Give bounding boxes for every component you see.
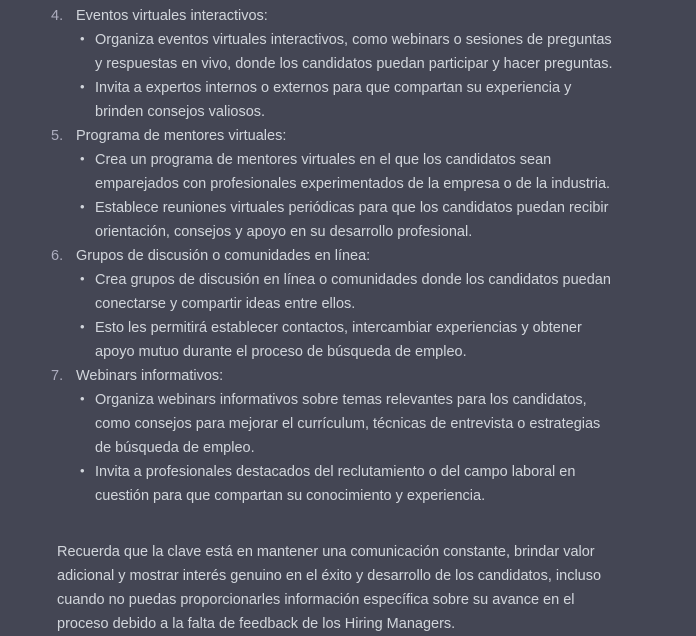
- sub-list-item: [80, 388, 615, 460]
- sub-list-item: [80, 148, 615, 196]
- sub-list: [0, 388, 696, 508]
- list-item-title: Webinars informativos:: [76, 368, 224, 384]
- sub-list-item: [80, 460, 615, 508]
- bullet-icon: •: [80, 31, 85, 46]
- list-item-title: Eventos virtuales interactivos:: [76, 8, 268, 24]
- sub-list-item: [80, 28, 615, 76]
- sub-list-item-text: Invita a profesionales destacados del reclutamiento o del campo laboral en cuestión para que compartan su conocimiento y experiencia.: [95, 464, 576, 504]
- sub-list-item: [80, 268, 615, 316]
- list-item-title: Grupos de discusión o comunidades en línea:: [76, 248, 371, 264]
- bullet-icon: •: [80, 391, 85, 406]
- bullet-icon: •: [80, 199, 85, 214]
- numbered-list: [0, 4, 696, 508]
- sub-list-item: [80, 76, 615, 124]
- list-item-number: 4.: [51, 8, 64, 24]
- sub-list: [0, 28, 696, 124]
- bullet-icon: •: [80, 271, 85, 286]
- sub-list-item-text: Organiza eventos virtuales interactivos, como webinars o sesiones de preguntas y respuestas en vivo, donde los candidatos puedan participar y hacer preguntas.: [95, 32, 613, 72]
- list-item-number: 5.: [51, 128, 64, 144]
- sub-list-item: [80, 196, 615, 244]
- sub-list-item-text: Crea un programa de mentores virtuales en el que los candidatos sean emparejados con profesionales experimentados de la empresa o de la industria.: [95, 152, 611, 192]
- list-item-number: 6.: [51, 248, 64, 264]
- sub-list-item: [80, 316, 615, 364]
- sub-list: [0, 268, 696, 364]
- sub-list-item-text: Invita a expertos internos o externos para que compartan su experiencia y brinden consejos valiosos.: [95, 80, 572, 120]
- bullet-icon: •: [80, 151, 85, 166]
- list-item-number: 7.: [51, 368, 64, 384]
- list-item: [0, 364, 696, 508]
- list-item: [0, 4, 696, 124]
- bullet-icon: •: [80, 463, 85, 478]
- sub-list-item-text: Crea grupos de discusión en línea o comunidades donde los candidatos puedan conectarse y compartir ideas entre ellos.: [95, 272, 611, 312]
- bullet-icon: •: [80, 319, 85, 334]
- bullet-icon: •: [80, 79, 85, 94]
- sub-list-item-text: Organiza webinars informativos sobre temas relevantes para los candidatos, como consejos para mejorar el currículum, técnicas de entrevista o estrategias de búsqueda de empleo.: [95, 392, 601, 456]
- closing-paragraph: Recuerda que la clave está en mantener una comunicación constante, brindar valor adicional y mostrar interés genuino en el éxito y desarrollo de los candidatos, incluso cuando no puedas proporcionarles información específica sobre su avance en el proceso debido a la falta de feedback de los Hiring Managers.: [57, 543, 602, 632]
- sub-list-item-text: Esto les permitirá establecer contactos, intercambiar experiencias y obtener apoyo mutuo durante el proceso de búsqueda de empleo.: [95, 320, 582, 360]
- sub-list-item-text: Establece reuniones virtuales periódicas para que los candidatos puedan recibir orientación, consejos y apoyo en su desarrollo profesional.: [95, 200, 609, 240]
- sub-list: [0, 148, 696, 244]
- list-item: [0, 244, 696, 364]
- list-item-title: Programa de mentores virtuales:: [76, 128, 287, 144]
- list-item: [0, 124, 696, 244]
